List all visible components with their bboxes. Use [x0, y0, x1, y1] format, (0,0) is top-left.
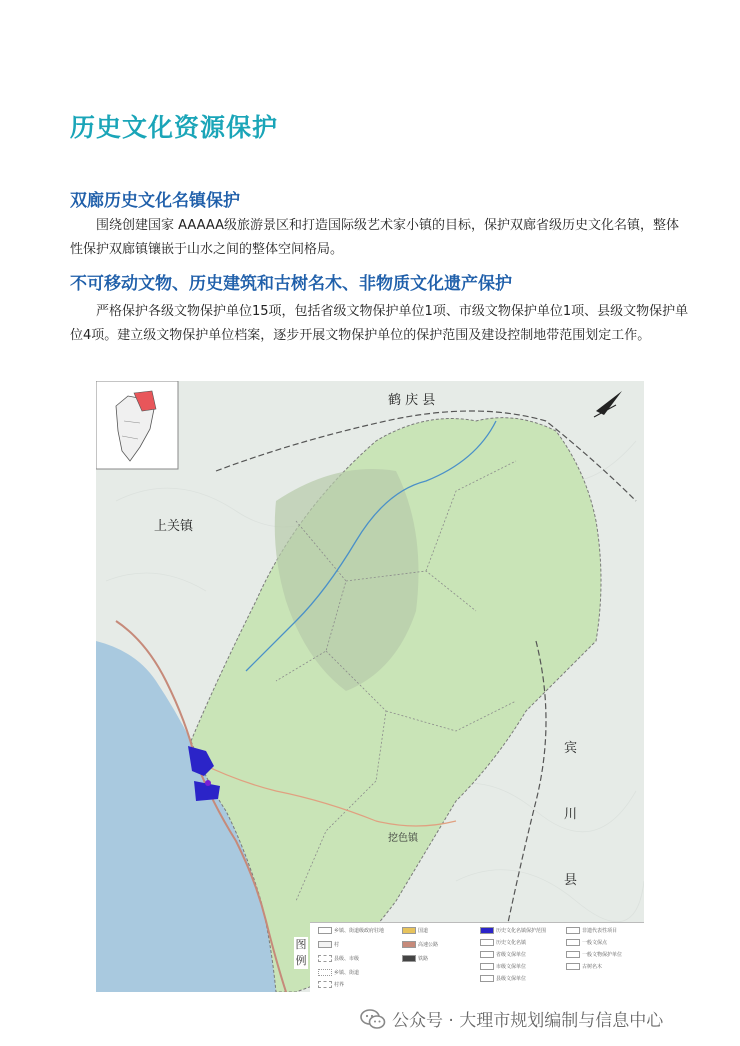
legend-item: 一般文保点: [582, 940, 608, 946]
legend-item: 非遗代表性项目: [582, 928, 618, 934]
legend-item: 县级文保单位: [496, 976, 527, 982]
map-label-wase: 挖色镇: [388, 833, 418, 844]
wechat-icon: [360, 1008, 386, 1030]
map-graphic: [96, 381, 644, 992]
footer-text: 公众号 · 大理市规划编制与信息中心: [392, 1011, 664, 1031]
legend-item: 历史文化名镇保护范围: [496, 928, 547, 934]
page-title: 历史文化资源保护: [70, 113, 279, 142]
legend-item: 古树名木: [582, 964, 603, 970]
legend-title: 图例: [295, 938, 307, 967]
map-label-heqing: 鹤 庆 县: [388, 393, 436, 408]
protection-map: [96, 381, 644, 992]
footer-watermark: [360, 1006, 663, 1031]
legend-item: 村: [334, 942, 340, 948]
legend-item: 县级、市级: [334, 956, 360, 962]
legend-item: 省级文保单位: [496, 952, 527, 958]
legend-item: 国道: [418, 928, 429, 934]
map-label-binchuan-3: 县: [564, 873, 578, 888]
section-text-2: 严格保护各级文物保护单位15项，包括省级文物保护单位1项、市级文物保护单位1项、县级文物保护单位4项。建立级文物保护单位档案，逐步开展文物保护单位的保护范围及建设控制地带范围划定工作。: [70, 304, 689, 343]
map-label-shangguan: 上关镇: [154, 519, 194, 534]
legend-item: 铁路: [418, 956, 429, 962]
legend-item: 乡镇、街道: [334, 970, 360, 976]
section-text-1: 围绕创建国家 AAAAA级旅游景区和打造国际级艺术家小镇的目标，保护双廊省级历史文化名镇，整体性保护双廊镇镶嵌于山水之间的整体空间格局。: [70, 218, 680, 257]
legend-item: 历史文化名镇: [496, 940, 527, 946]
legend-item: 高速公路: [418, 942, 439, 948]
map-label-binchuan-1: 宾: [564, 741, 578, 756]
legend-item: 村界: [334, 982, 345, 988]
legend-item: 乡镇、街道级政府驻地: [334, 928, 385, 934]
map-label-binchuan-2: 川: [564, 807, 578, 822]
legend-item: 一般文物保护单位: [582, 952, 623, 958]
section-heading-1: 双廊历史文化名镇保护: [70, 191, 240, 211]
map-legend: [310, 922, 644, 992]
section-heading-2: 不可移动文物、历史建筑和古树名木、非物质文化遗产保护: [70, 274, 512, 294]
legend-item: 市级文保单位: [496, 964, 527, 970]
